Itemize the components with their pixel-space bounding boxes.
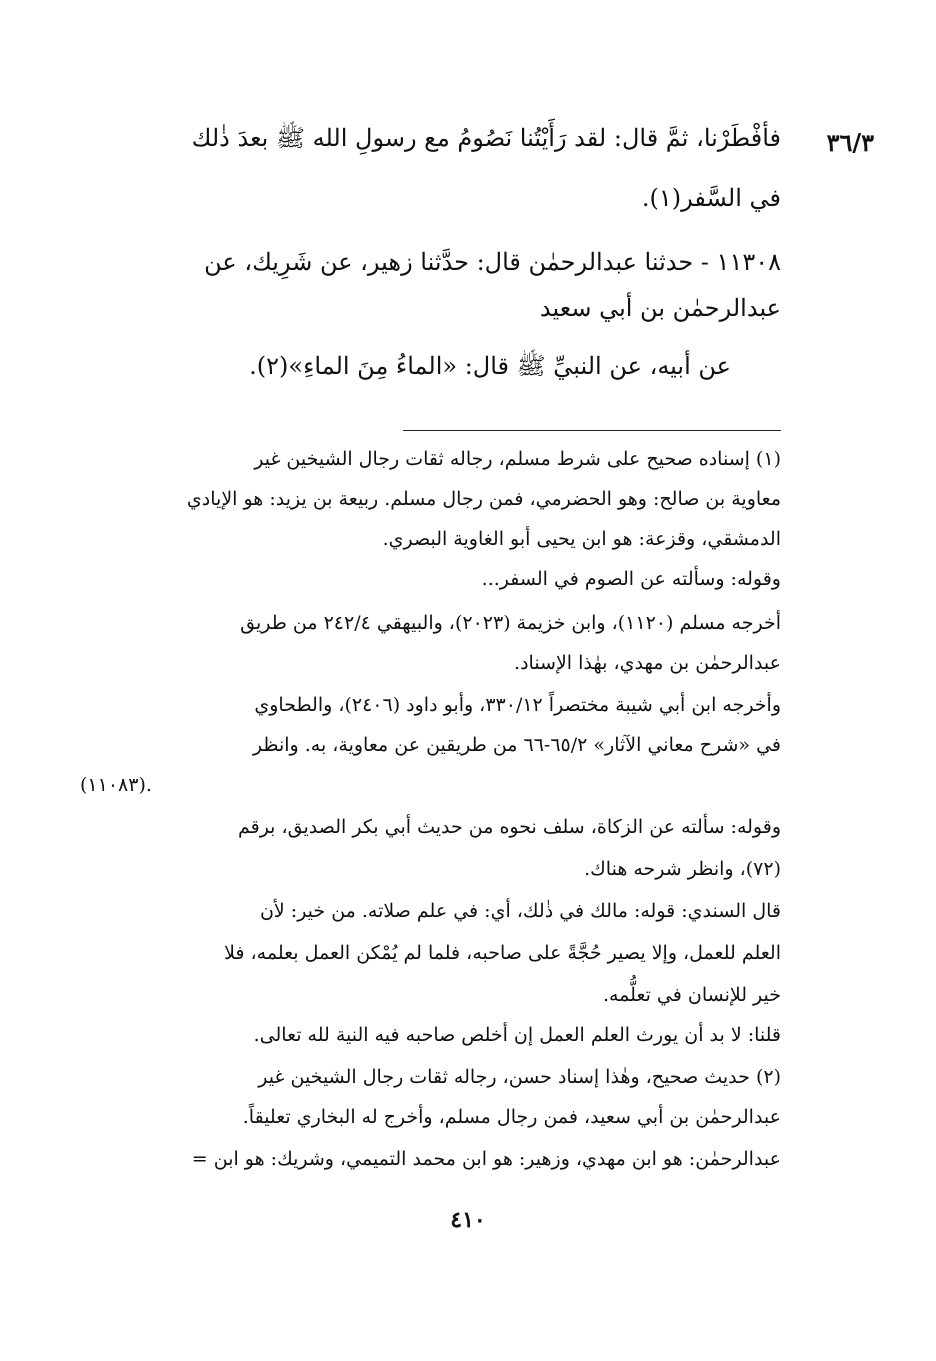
footnote-line: وقوله: وسألته عن الصوم في السفر... <box>481 568 781 590</box>
footnote-line: في «شرح معاني الآثار» ٦٥/٢-٦٦ من طريقين عن معاوية، به. وانظر <box>252 734 781 756</box>
footnote-line: خير للإنسان في تعلُّمه. <box>602 984 781 1006</box>
footnote-line: معاوية بن صالح: وهو الحضرمي، فمن رجال مسلم. ربيعة بن يزيد: هو الإيادي <box>186 488 781 510</box>
footnote-line: (٧٢)، وانظر شرحه هناك. <box>584 858 781 880</box>
footnote-line: وأخرجه ابن أبي شيبة مختصراً ٣٣٠/١٢، وأبو داود (٢٤٠٦)، والطحاوي <box>254 694 781 716</box>
main-text-line: فأفْطَرْنا، ثمَّ قال: لقد رَأَيْتُنا نَصُومُ مع رسولِ الله ﷺ بعدَ ذٰلك <box>191 124 781 152</box>
hadith-text-line: ١١٣٠٨ - حدثنا عبدالرحمٰن قال: حدَّثنا زهير، عن شَرِيك، عن <box>204 248 781 276</box>
footnote-line: عبدالرحمٰن بن أبي سعيد، فمن رجال مسلم، وأخرج له البخاري تعليقاً. <box>242 1106 781 1128</box>
footnote-line: وقوله: سألته عن الزكاة، سلف نحوه من حديث أبي بكر الصديق، برقم <box>237 816 781 838</box>
footnote-separator <box>403 430 781 431</box>
page-number: ٤١٠ <box>450 1207 486 1233</box>
footnote-line: عبدالرحمٰن بن مهدي، بهٰذا الإسناد. <box>514 652 781 674</box>
footnote-line: قال السندي: قوله: مالك في ذٰلك، أي: في علم صلاته. من خير: لأن <box>259 900 781 922</box>
volume-page-reference: ٣٦/٣ <box>826 128 874 157</box>
footnote-line: عبدالرحمٰن: هو ابن مهدي، وزهير: هو ابن محمد التميمي، وشريك: هو ابن = <box>191 1148 781 1170</box>
footnote-line: (١١٠٨٣). <box>80 774 152 796</box>
main-text-line: في السَّفر(١). <box>641 184 781 212</box>
footnote-line: (١) إسناده صحيح على شرط مسلم، رجاله ثقات رجال الشيخين غير <box>254 448 781 470</box>
footnote-line: أخرجه مسلم (١١٢٠)، وابن خزيمة (٢٠٢٣)، والبيهقي ٢٤٢/٤ من طريق <box>240 612 781 634</box>
footnote-line: الدمشقي، وقزعة: هو ابن يحيى أبو الغاوية البصري. <box>382 528 781 550</box>
footnote-line: قلنا: لا بد أن يورث العلم العمل إن أخلص صاحبه فيه النية لله تعالى. <box>253 1024 781 1046</box>
footnote-line: (٢) حديث صحيح، وهٰذا إسناد حسن، رجاله ثقات رجال الشيخين غير <box>258 1066 781 1088</box>
footnote-line: العلم للعمل، وإلا يصير حُجَّةً على صاحبه، فلما لم يُمْكن العمل بعلمه، فلا <box>224 942 781 964</box>
hadith-text-line: عن أبيه، عن النبيِّ ﷺ قال: «الماءُ مِنَ الماءِ»(٢). <box>249 352 731 380</box>
hadith-text-line: عبدالرحمٰن بن أبي سعيد <box>539 294 781 322</box>
